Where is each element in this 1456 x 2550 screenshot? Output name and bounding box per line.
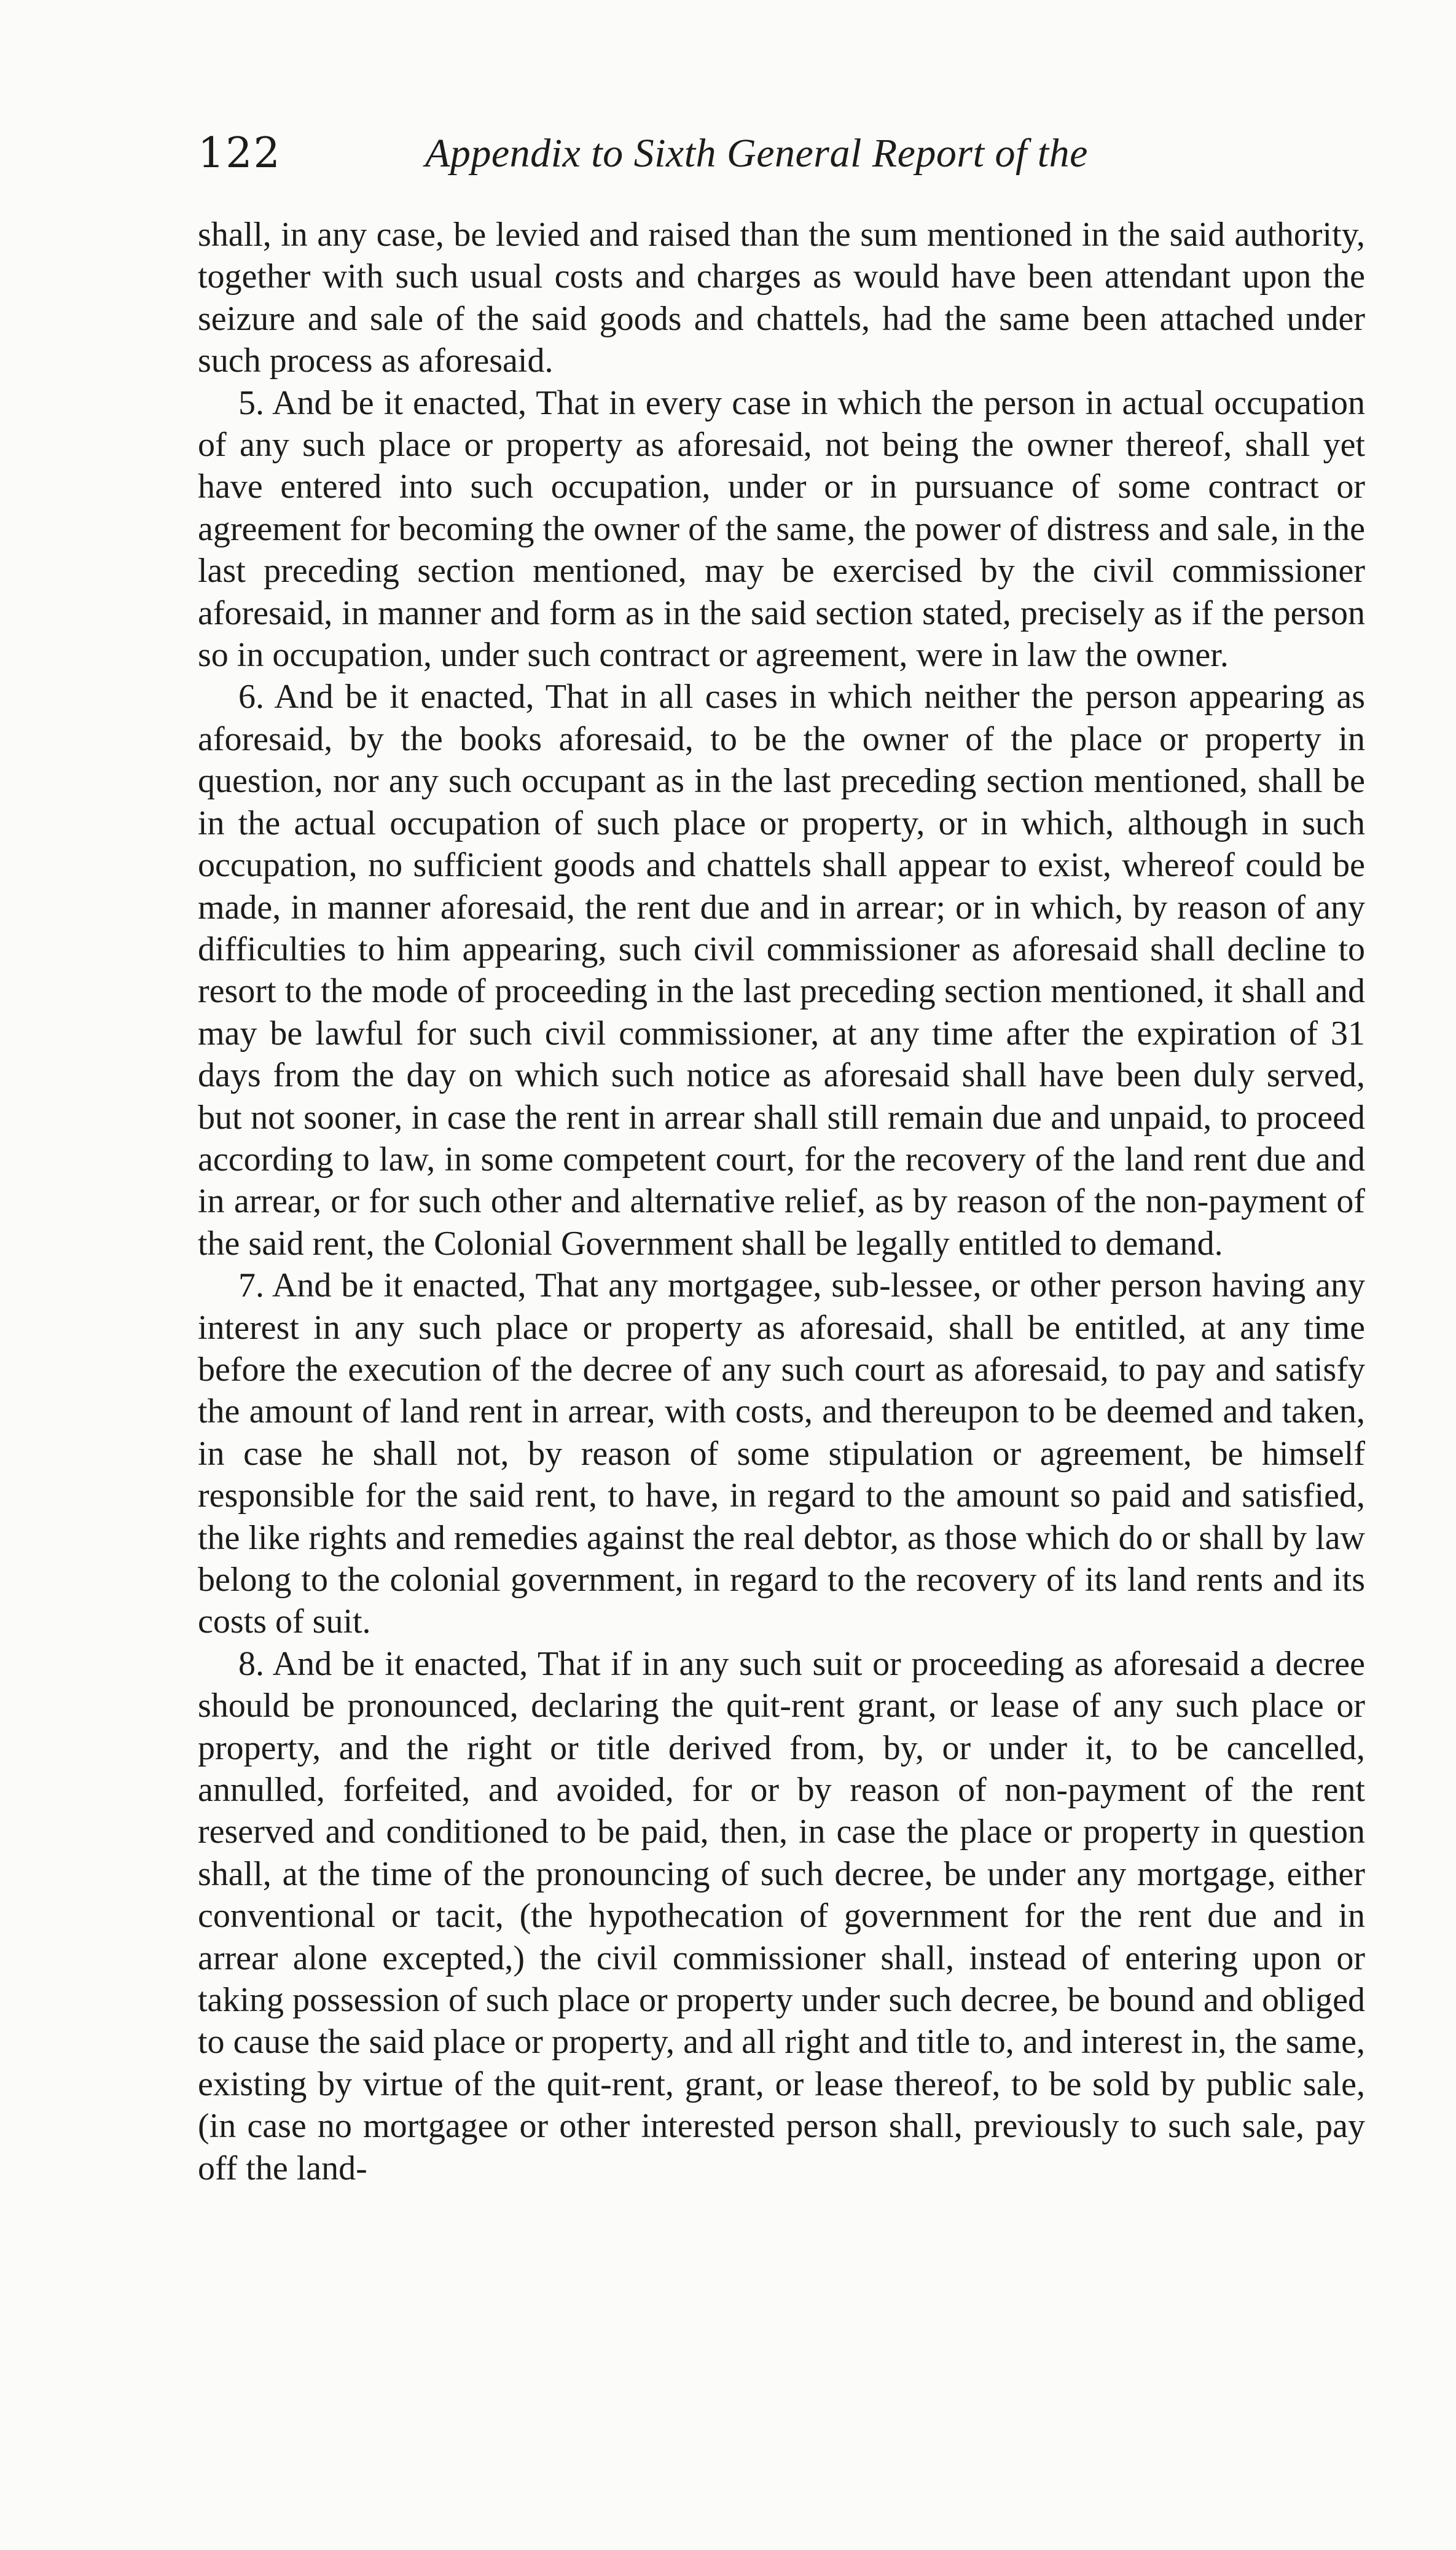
paragraph-continuation: shall, in any case, be levied and raised than the sum mentioned in the said authority, together with such usual costs and charges as would have been attendant upon the seizure and sale of the said goods and chattels, had the same been attached under such process as aforesaid. — [198, 216, 1365, 380]
paragraph-section-6: 6. And be it enacted, That in all cases in which neither the person appearing as aforesaid, by the books aforesaid, to be the owner of the place or property in question, nor any such occupant as in the last preceding section mentioned, shall be in the actual occupation of such place or property, or in which, although in such occupation, no sufficient goods and chattels shall appear to exist, whereof could be made, in manner aforesaid, the rent due and in arrear; or in which, by reason of any difficulties to him appearing, such civil commissioner as aforesaid shall decline to resort to the mode of proceeding in the last preceding section mentioned, it shall and may be lawful for such civil commissioner, at any time after the expiration of 31 days from the day on which such notice as aforesaid shall have been duly served, but not sooner, in case the rent in arrear shall still remain due and unpaid, to proceed according to law, in some competent court, for the recovery of the land rent due and in arrear, or for such other and alternative relief, as by reason of the non-payment of the said rent, the Colonial Government shall be legally entitled to demand. — [198, 678, 1365, 1263]
running-header — [198, 126, 1365, 181]
page-number: 122 — [198, 129, 281, 178]
running-title: Appendix to Sixth General Report of the — [425, 131, 1088, 176]
paragraph-section-8: 8. And be it enacted, That if in any such suit or proceeding as aforesaid a decree should be pronounced, declaring the quit-rent grant, or lease of any such place or property, and the right or title derived from, by, or under it, to be cancelled, annulled, forfeited, and avoided, for or by reason of non-payment of the rent reserved and conditioned to be paid, then, in case the place or property in question shall, at the time of the pronouncing of such decree, be under any mortgage, either conventional or tacit, (the hypothecation of government for the rent due and in arrear alone excepted,) the civil commissioner shall, instead of entering upon or taking possession of such place or property under such decree, be bound and obliged to cause the said place or property, and all right and title to, and interest in, the same, existing by virtue of the quit-rent, grant, or lease thereof, to be sold by public sale, (in case no mortgagee or other interested person shall, previously to such sale, pay off the land- — [198, 1644, 1365, 2187]
paragraph-section-5: 5. And be it enacted, That in every case in which the person in actual occupation of any such place or property as aforesaid, not being the owner thereof, shall yet have entered into such occupation, under or in pursuance of some contract or agreement for becoming the owner of the same, the power of distress and sale, in the last preceding section mentioned, may be exercised by the civil commissioner aforesaid, in manner and form as in the said section stated, precisely as if the person so in occupation, under such contract or agreement, were in law the owner. — [198, 383, 1365, 675]
paragraph-section-7: 7. And be it enacted, That any mortgagee, sub-lessee, or other person having any interest in any such place or property as aforesaid, shall be entitled, at any time before the execution of the decree of any such court as aforesaid, to pay and satisfy the amount of land rent in arrear, with costs, and thereupon to be deemed and taken, in case he shall not, by reason of some stipulation or agreement, be himself responsible for the said rent, to have, in regard to the amount so paid and satisfied, the like rights and remedies against the real debtor, as those which do or shall by law belong to the colonial government, in regard to the recovery of its land rents and its costs of suit. — [198, 1266, 1365, 1641]
body-text — [198, 214, 1365, 2189]
